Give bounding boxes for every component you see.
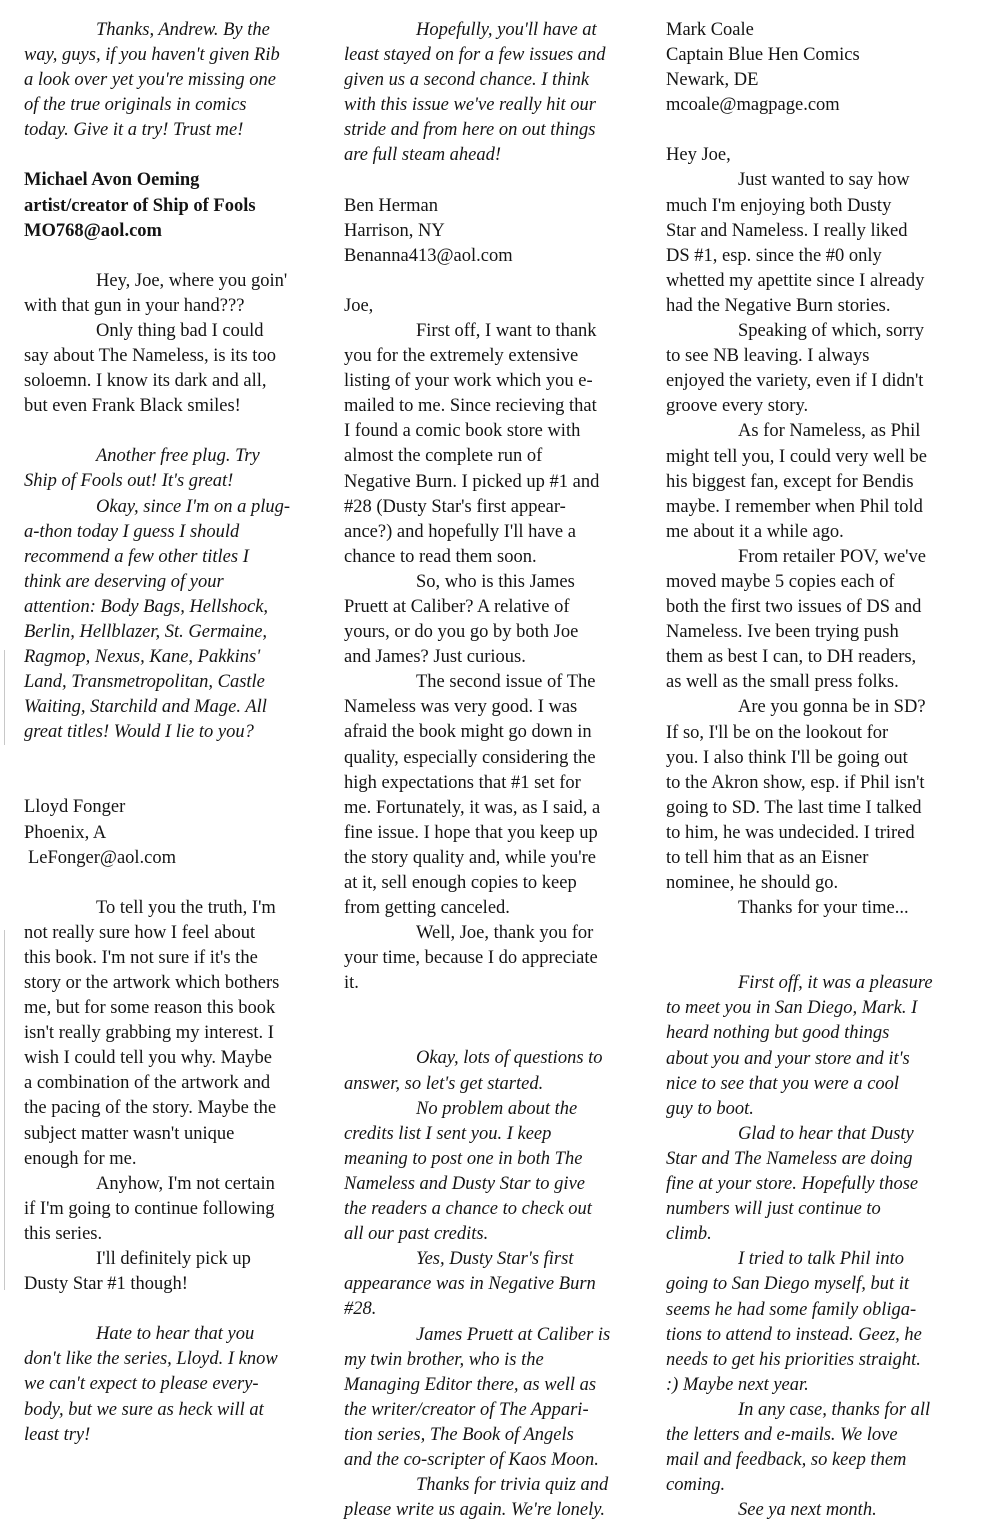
text-line: to him, he was undecided. I trired <box>666 822 915 843</box>
text-line: Okay, since I'm on a plug- <box>96 496 291 517</box>
text-line: Speaking of which, sorry <box>738 321 924 342</box>
text-line: Star and Nameless. I really liked <box>666 220 908 241</box>
text-line: Anyhow, I'm not certain <box>96 1173 275 1194</box>
text-line: No problem about the <box>416 1098 578 1119</box>
text-line: not really sure how I feel about <box>24 922 256 943</box>
text-line: going to San Diego myself, but it <box>666 1274 910 1295</box>
text-line: fine issue. I hope that you keep up <box>344 822 598 843</box>
text-line: Ship of Fools out! It's great! <box>24 471 234 492</box>
text-line: the letters and e-mails. We love <box>666 1424 898 1445</box>
text-line: if I'm going to continue following <box>24 1198 275 1219</box>
text-line: ance?) and hopefully I'll have a <box>344 521 576 542</box>
text-line: the writer/creator of The Appari- <box>344 1399 589 1420</box>
editor-reply <box>666 971 966 1523</box>
text-line: to the Akron show, esp. if Phil isn't <box>666 772 925 793</box>
text-line: soloemn. I know its dark and all, <box>24 371 267 392</box>
editor-reply <box>24 444 324 745</box>
text-line: whetted my apettite since I already <box>666 270 925 291</box>
text-line: your time, because I do appreciate <box>344 948 598 969</box>
text-line: groove every story. <box>666 396 809 417</box>
text-line: numbers will just continue to <box>666 1199 881 1220</box>
text-line: yours, or do you go by both Joe <box>344 622 579 643</box>
text-line: wish I could tell you why. Maybe <box>24 1048 272 1069</box>
text-line: but even Frank Black smiles! <box>24 396 241 417</box>
text-line: going to SD. The last time I talked <box>666 797 922 818</box>
text-line: See ya next month. <box>738 1500 877 1521</box>
text-line: mail and feedback, so keep them <box>666 1450 907 1471</box>
text-line: story or the artwork which bothers <box>24 973 280 993</box>
letter-email: MO768@aol.com <box>24 220 162 241</box>
text-line: moved maybe 5 copies each of <box>666 571 895 592</box>
text-line: my twin brother, who is the <box>344 1349 544 1370</box>
text-line: both the first two issues of DS and <box>666 597 922 618</box>
letter-location: Newark, DE <box>666 70 759 91</box>
text-line: attention: Body Bags, Hellshock, <box>24 596 269 617</box>
editor-reply <box>344 1046 642 1523</box>
text-line: great titles! Would I lie to you? <box>24 722 254 743</box>
text-line: you for the extremely extensive <box>344 346 579 367</box>
text-line: them as best I can, to DH readers, <box>666 647 917 668</box>
letter-store: Captain Blue Hen Comics <box>666 45 860 66</box>
text-line: listing of your work which you e- <box>344 371 593 392</box>
column-left <box>24 18 324 1448</box>
text-line: First off, it was a pleasure <box>738 973 933 994</box>
text-line: From retailer POV, we've <box>738 546 926 567</box>
text-line: to tell him that as an Eisner <box>666 848 869 868</box>
text-line: Waiting, Starchild and Mage. All <box>24 697 267 718</box>
text-line: Dusty Star #1 though! <box>24 1274 188 1295</box>
text-line: Okay, lots of questions to <box>416 1048 603 1069</box>
text-line: given us a second chance. I think <box>344 70 590 91</box>
text-line: heard nothing but good things <box>666 1023 890 1044</box>
text-line: First off, I want to thank <box>416 320 597 341</box>
text-line: today. Give it a try! Trust me! <box>24 120 244 141</box>
letter-signature <box>344 194 642 269</box>
text-line: Negative Burn. I picked up #1 and <box>344 471 600 492</box>
letter-email: LeFonger@aol.com <box>28 847 177 868</box>
text-line: Thanks for your time... <box>738 898 909 919</box>
text-line: tions to attend to instead. Geez, he <box>666 1324 922 1345</box>
text-line: enjoyed the variety, even if I didn't <box>666 371 924 392</box>
letter-signature <box>24 168 324 243</box>
text-line: as well as the small press folks. <box>666 672 899 693</box>
text-line: isn't really grabbing my interest. I <box>24 1023 274 1044</box>
text-line: Hey, Joe, where you goin' <box>96 270 288 291</box>
text-line: almost the complete run of <box>344 446 543 467</box>
editor-reply <box>24 18 324 143</box>
text-line: I found a comic book store with <box>344 421 581 442</box>
letter-author: Mark Coale <box>666 20 754 40</box>
text-line: nominee, he should go. <box>666 873 839 894</box>
text-line: Only thing bad I could <box>96 320 264 341</box>
letter-body <box>24 269 324 420</box>
text-line: nice to see that you were a cool <box>666 1073 900 1094</box>
text-line: I'll definitely pick up <box>96 1249 251 1270</box>
text-line: Another free plug. Try <box>96 446 260 467</box>
text-line: appearance was in Negative Burn <box>344 1274 596 1295</box>
letter-salutation: Hey Joe, <box>666 145 731 166</box>
text-line: I tried to talk Phil into <box>738 1249 904 1270</box>
text-line: If so, I'll be on the lookout for <box>666 722 889 743</box>
text-line: had the Negative Burn stories. <box>666 295 891 316</box>
text-line: Yes, Dusty Star's first <box>416 1249 574 1270</box>
text-line: are full steam ahead! <box>344 145 502 166</box>
text-line: might tell you, I could very well be <box>666 446 927 467</box>
text-line: :) Maybe next year. <box>666 1374 809 1395</box>
column-right <box>666 18 966 1523</box>
letter-signature <box>24 795 324 870</box>
text-line: a combination of the artwork and <box>24 1073 271 1094</box>
text-line: much I'm enjoying both Dusty <box>666 195 892 216</box>
text-line: Nameless and Dusty Star to give <box>344 1173 585 1194</box>
text-line: me, but for some reason this book <box>24 998 276 1019</box>
text-line: tion series, The Book of Angels <box>344 1424 574 1445</box>
letter-body <box>344 294 642 997</box>
text-line: Land, Transmetropolitan, Castle <box>24 672 265 693</box>
text-line: the readers a chance to check out <box>344 1199 592 1220</box>
text-line: Well, Joe, thank you for <box>416 923 594 944</box>
text-line: Thanks, Andrew. By the <box>96 20 270 40</box>
text-line: To tell you the truth, I'm <box>96 897 276 918</box>
text-line: the story quality and, while you're <box>344 847 596 868</box>
text-line: maybe. I remember when Phil told <box>666 496 923 517</box>
text-line: we can't expect to please every- <box>24 1374 259 1395</box>
text-line: it. <box>344 973 359 994</box>
text-line: think are deserving of your <box>24 571 224 592</box>
letter-location: Harrison, NY <box>344 220 445 241</box>
scan-edge-mark <box>4 650 5 745</box>
text-line: way, guys, if you haven't given Rib <box>24 45 280 66</box>
text-line: chance to read them soon. <box>344 546 537 567</box>
text-line: Nameless was very good. I was <box>344 697 578 718</box>
text-line: credits list I sent you. I keep <box>344 1123 552 1144</box>
text-line: As for Nameless, as Phil <box>738 421 921 442</box>
text-line: Star and The Nameless are doing <box>666 1148 913 1169</box>
text-line: me. Fortunately, it was, as I said, a <box>344 797 601 818</box>
text-line: mailed to me. Since recieving that <box>344 396 597 417</box>
text-line: you. I also think I'll be going out <box>666 747 908 768</box>
text-line: this book. I'm not sure if it's the <box>24 947 258 968</box>
letter-author-title: artist/creator of Ship of Fools <box>24 195 256 216</box>
text-line: and James? Just curious. <box>344 647 526 668</box>
text-line: don't like the series, Lloyd. I know <box>24 1349 278 1370</box>
text-line: say about The Nameless, is its too <box>24 346 276 367</box>
letter-author: Michael Avon Oeming <box>24 170 200 191</box>
text-line: body, but we sure as heck will at <box>24 1399 264 1420</box>
text-line: Thanks for trivia quiz and <box>416 1475 609 1496</box>
letter-author: Lloyd Fonger <box>24 797 126 818</box>
text-line: stride and from here on out things <box>344 120 596 141</box>
text-line: all our past credits. <box>344 1224 489 1245</box>
text-line: Berlin, Hellblazer, St. Germaine, <box>24 621 268 642</box>
text-line: about you and your store and it's <box>666 1048 910 1069</box>
text-line: of the true originals in comics <box>24 95 247 116</box>
text-line: Managing Editor there, as well as <box>344 1374 597 1395</box>
text-line: a look over yet you're missing one <box>24 70 276 91</box>
text-line: afraid the book might go down in <box>344 722 592 743</box>
text-line: James Pruett at Caliber is <box>416 1324 611 1345</box>
text-line: Ragmop, Nexus, Kane, Pakkins' <box>24 647 261 668</box>
text-line: climb. <box>666 1224 712 1245</box>
text-line: recommend a few other titles I <box>24 546 249 567</box>
text-line: his biggest fan, except for Bendis <box>666 471 914 492</box>
text-line: high expectations that #1 set for <box>344 772 581 793</box>
text-line: guy to boot. <box>666 1098 754 1119</box>
text-line: Pruett at Caliber? A relative of <box>344 596 570 617</box>
letter-email: Benanna413@aol.com <box>344 245 513 266</box>
editor-reply <box>344 18 642 169</box>
scan-edge-mark <box>4 930 5 1290</box>
text-line: the pacing of the story. Maybe the <box>24 1098 277 1119</box>
text-line: with that gun in your hand??? <box>24 295 245 316</box>
letter-signature <box>666 18 966 118</box>
text-line: answer, so let's get started. <box>344 1073 544 1094</box>
text-line: needs to get his priorities straight. <box>666 1349 921 1370</box>
text-line: with this issue we've really hit our <box>344 95 596 116</box>
text-line: least try! <box>24 1424 91 1445</box>
letter-salutation: Joe, <box>344 295 374 316</box>
text-line: and the co-scripter of Kaos Moon. <box>344 1449 599 1470</box>
text-line: enough for me. <box>24 1148 137 1169</box>
text-line: me about it a while ago. <box>666 521 844 542</box>
editor-reply <box>24 1322 324 1447</box>
text-line: coming. <box>666 1475 726 1496</box>
column-middle <box>344 18 642 1523</box>
letter-location: Phoenix, A <box>24 822 107 843</box>
text-line: to meet you in San Diego, Mark. I <box>666 998 918 1019</box>
text-line: Glad to hear that Dusty <box>738 1123 914 1144</box>
text-line: please write us again. We're lonely. <box>344 1500 606 1521</box>
letter-email: mcoale@magpage.com <box>666 95 840 116</box>
text-line: In any case, thanks for all <box>738 1399 931 1420</box>
text-line: Are you gonna be in SD? <box>738 697 926 718</box>
text-line: this series. <box>24 1223 103 1244</box>
text-line: from getting canceled. <box>344 898 510 919</box>
text-line: DS #1, esp. since the #0 only <box>666 245 882 266</box>
text-line: quality, especially considering the <box>344 747 596 768</box>
text-line: meaning to post one in both The <box>344 1148 583 1169</box>
text-line: to see NB leaving. I always <box>666 346 870 367</box>
text-line: The second issue of The <box>416 672 596 693</box>
text-line: fine at your store. Hopefully those <box>666 1174 919 1195</box>
text-line: least stayed on for a few issues and <box>344 45 606 66</box>
text-line: a-thon today I guess I should <box>24 521 240 542</box>
text-line: #28 (Dusty Star's first appear- <box>344 496 566 517</box>
text-line: Nameless. Ive been trying push <box>666 622 899 643</box>
text-line: subject matter wasn't unique <box>24 1123 235 1144</box>
text-line: So, who is this James <box>416 571 575 592</box>
text-line: seems he had some family obliga- <box>666 1299 917 1320</box>
letter-body <box>24 896 324 1298</box>
text-line: at it, sell enough copies to keep <box>344 873 577 893</box>
letter-body <box>666 143 966 921</box>
text-line: Hate to hear that you <box>96 1324 255 1345</box>
letter-author: Ben Herman <box>344 195 439 216</box>
text-line: Hopefully, you'll have at <box>416 20 597 40</box>
text-line: #28. <box>344 1299 377 1320</box>
text-line: Just wanted to say how <box>738 170 910 191</box>
